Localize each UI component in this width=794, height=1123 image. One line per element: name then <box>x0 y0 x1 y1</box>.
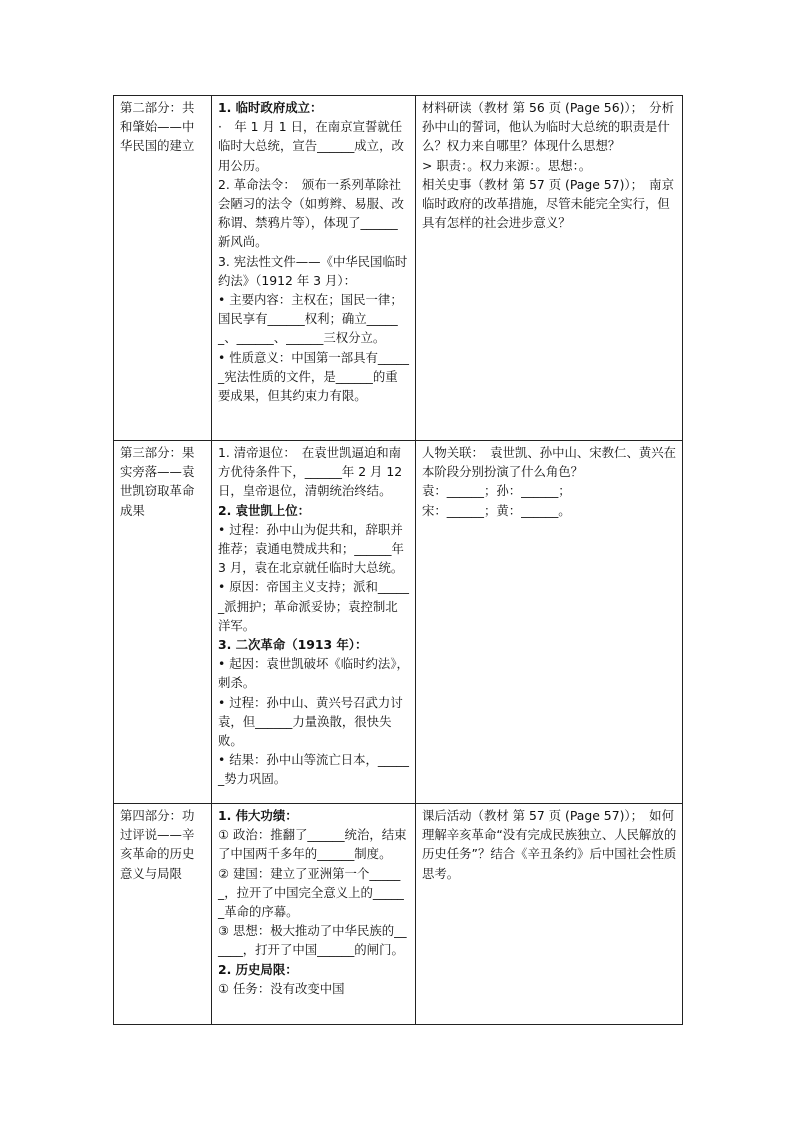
knowledge-cell <box>212 96 416 441</box>
table-row <box>114 96 683 441</box>
knowledge-point: ① 政治：推翻了______统治，结束了中国两千多年的______制度。 <box>218 827 407 862</box>
knowledge-point: • 过程：孙中山、黄兴号召武力讨袁，但______力量涣散，很快失败。 <box>218 694 403 749</box>
section-title: 第四部分：功过评说——辛亥革命的历史意义与局限 <box>120 808 195 881</box>
section-title-cell <box>114 441 212 804</box>
table-row <box>114 804 683 1025</box>
knowledge-point: 3. 二次革命（1913 年）： <box>218 637 368 653</box>
knowledge-point: 2. 历史局限： <box>218 961 298 977</box>
table-row <box>114 441 683 804</box>
knowledge-point: 3. 宪法性文件——《中华民国临时约法》（1912 年 3 月）： <box>218 253 408 288</box>
knowledge-point: • 起因：袁世凯破坏《临时约法》，刺杀。 <box>218 656 409 691</box>
activity-cell <box>416 96 683 441</box>
knowledge-point: · 年 1 月 1 日，在南京宣誓就任临时大总统，宣告______成立，改用公历。 <box>218 119 404 173</box>
knowledge-point: 1. 伟大功绩： <box>218 808 298 823</box>
lesson-table <box>113 95 683 1025</box>
knowledge-point: 1. 清帝退位： 在袁世凯逼迫和南方优待条件下，______年 2 月 12 日，皇帝退位，清朝统治终结。 <box>218 445 403 499</box>
section-title-cell <box>114 96 212 441</box>
knowledge-point: 1. 临时政府成立： <box>218 100 323 115</box>
knowledge-point: 2. 袁世凯上位： <box>218 502 310 518</box>
knowledge-point: • 主要内容：主权在；国民一律；国民享有______权利；确立______、______、______三权分立。 <box>218 292 403 346</box>
section-title: 第二部分：共和肇始——中华民国的建立 <box>120 100 195 154</box>
activity-cell <box>416 804 683 1025</box>
knowledge-point: • 结果：孙中山等流亡日本，______势力巩固。 <box>218 752 409 787</box>
activity-text: 宋：______；黄：______。 <box>422 502 571 518</box>
activity-text: 课后活动（教材 第 57 页 (Page 57)）； 如何理解辛亥革命“没有完成民族独立、人民解放的历史任务”？结合《辛丑条约》后中国社会性质思考。 <box>422 808 677 881</box>
knowledge-point: • 过程：孙中山为促共和，辞职并推荐；袁通电赞成共和；______年 3 月，袁在北京就任临时大总统。 <box>218 521 404 576</box>
activity-text: 相关史事（教材 第 57 页 (Page 57)）； 南京临时政府的改革措施，尽管未能完全实行，但具有怎样的社会进步意义？ <box>422 176 674 231</box>
knowledge-point: • 原因：帝国主义支持；派和______派拥护；革命派妥协；袁控制北洋军。 <box>218 579 409 633</box>
activity-text: > 职责：。权力来源：。思想：。 <box>422 157 592 173</box>
activity-text: 人物关联： 袁世凯、孙中山、宋教仁、黄兴在本阶段分别扮演了什么角色？ <box>422 445 677 480</box>
section-title: 第三部分：果实旁落——袁世凯窃取革命成果 <box>120 445 195 518</box>
knowledge-cell <box>212 441 416 804</box>
section-title-cell <box>114 804 212 1025</box>
knowledge-point: ① 任务：没有改变中国 <box>218 980 345 996</box>
activity-cell <box>416 441 683 804</box>
knowledge-point: ③ 思想：极大推动了中华民族的______，打开了中国______的闸门。 <box>218 923 407 958</box>
knowledge-point: • 性质意义：中国第一部具有______宪法性质的文件，是______的重要成果，但其约束力有限。 <box>218 349 409 404</box>
knowledge-point: 2. 革命法令： 颁布一系列革除社会陋习的法令（如剪辫、易服、改称谓、禁鸦片等），体现了______新风尚。 <box>218 176 404 250</box>
activity-text: 袁：______；孙：______； <box>422 483 571 499</box>
knowledge-point: ② 建国：建立了亚洲第一个______，拉开了中国完全意义上的______革命的序幕。 <box>218 865 404 920</box>
activity-text: 材料研读（教材 第 56 页 (Page 56)）； 分析孙中山的誓词，他认为临时大总统的职责是什么？权力来自哪里？体现什么思想？ <box>422 100 674 154</box>
knowledge-cell <box>212 804 416 1025</box>
